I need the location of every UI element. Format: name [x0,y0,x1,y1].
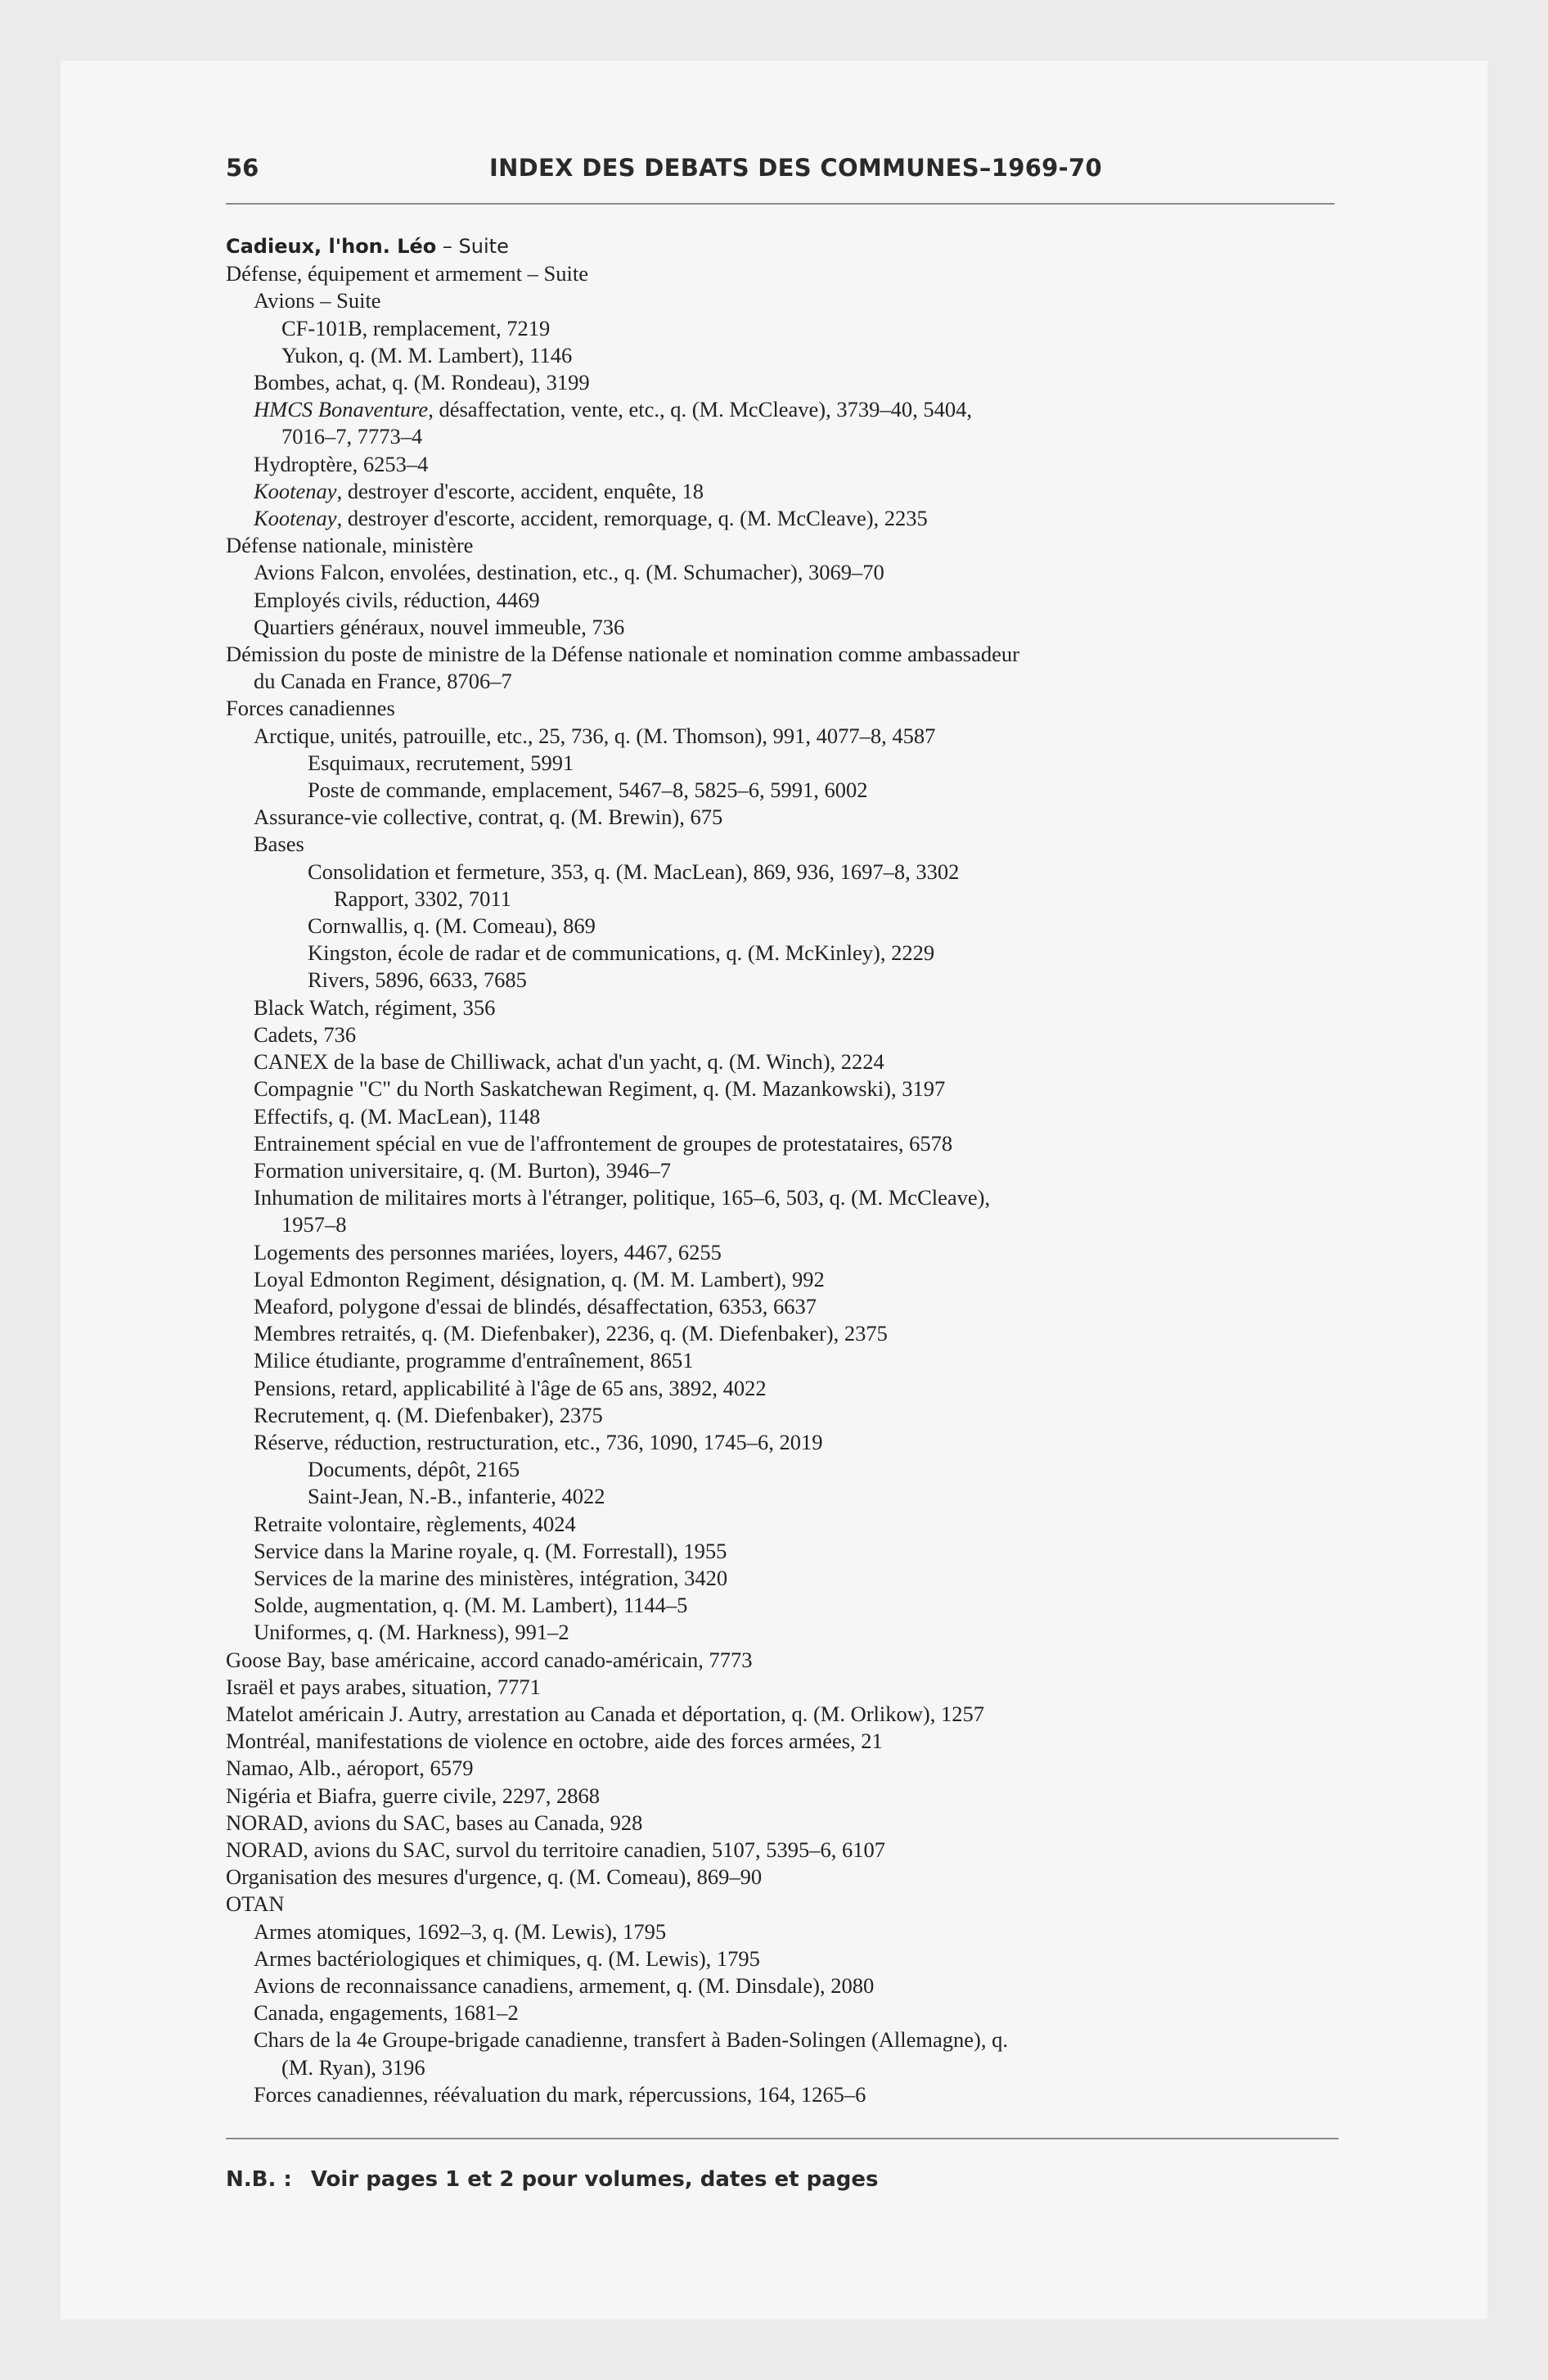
index-line-italic: Kootenay [254,478,337,503]
index-line-text: Forces canadiennes [226,696,395,721]
index-line-text: Cornwallis, q. (M. Comeau), 869 [308,913,596,939]
index-line-text: du Canada en France, 8706–7 [254,669,512,694]
index-line [226,1293,1355,1320]
index-line-text: Logements des personnes mariées, loyers, 4467, 6255 [254,1239,722,1264]
index-line [226,1810,1355,1837]
index-line [226,396,1355,423]
index-line-text: Inhumation de militaires morts à l'étranger, politique, 165–6, 503, q. (M. McCleave), [254,1185,991,1210]
index-line-text: Hydroptère, 6253–4 [254,451,429,476]
index-line-text: Rivers, 5896, 6633, 7685 [308,967,527,993]
index-line [226,641,1355,668]
index-line-text: Services de la marine des ministères, intégration, 3420 [254,1565,728,1590]
index-line-text: Retraite volontaire, règlements, 4024 [254,1511,576,1536]
index-line [226,1565,1355,1592]
index-line-text: Armes atomiques, 1692–3, q. (M. Lewis), 1795 [254,1918,667,1944]
index-line [226,1103,1355,1130]
footer-rule [226,2138,1339,2139]
index-line [226,1184,1355,1211]
index-line-italic: HMCS Bonaventure [254,397,429,422]
index-line [226,913,1355,940]
index-line [226,1755,1355,1782]
index-line-text: Arctique, unités, patrouille, etc., 25, 736, q. (M. Thomson), 991, 4077–8, 4587 [254,723,936,748]
index-line-text: Israël et pays arabes, situation, 7771 [226,1674,541,1699]
index-line [226,831,1355,858]
index-line [226,1157,1355,1184]
index-line [226,1075,1355,1102]
index-line [226,1483,1355,1510]
index-line [226,1211,1355,1238]
index-line [226,1918,1355,1945]
index-line-text: Cadets, 736 [254,1021,357,1047]
index-line-text: CF-101B, remplacement, 7219 [281,315,551,340]
index-line-text: OTAN [226,1891,285,1917]
index-line [226,1021,1355,1048]
index-line [226,1456,1355,1483]
page-header [226,154,1339,195]
index-line-text: Formation universitaire, q. (M. Burton), 3946–7 [254,1157,672,1183]
index-line-text: Milice étudiante, programme d'entraînement, 8651 [254,1348,694,1373]
index-line [226,1375,1355,1402]
index-line [226,505,1355,532]
index-line-text: Consolidation et fermeture, 353, q. (M. MacLean), 869, 936, 1697–8, 3302 [308,859,960,884]
index-line-text: , destroyer d'escorte, accident, remorquage, q. (M. McCleave), 2235 [336,506,928,531]
index-line [226,315,1355,342]
index-line-text: Avions de reconnaissance canadiens, armement, q. (M. Dinsdale), 2080 [254,1973,875,1998]
index-line-text: Matelot américain J. Autry, arrestation au Canada et déportation, q. (M. Orlikow), 1257 [226,1701,984,1726]
index-line-text: Service dans la Marine royale, q. (M. Forrestall), 1955 [254,1538,727,1563]
index-line [226,287,1355,314]
index-line-text: Meaford, polygone d'essai de blindés, désaffectation, 6353, 6637 [254,1293,817,1318]
index-line [226,1701,1355,1728]
index-line [226,1972,1355,1999]
index-content [226,232,1355,2108]
index-line-text: Esquimaux, recrutement, 5991 [308,750,574,775]
index-line [226,451,1355,478]
index-line [226,994,1355,1021]
page-title: INDEX DES DEBATS DES COMMUNES–1969-70 [489,154,1102,182]
index-line-text: Nigéria et Biafra, guerre civile, 2297, 2868 [226,1783,600,1808]
index-line [226,1048,1355,1075]
index-line-text: Démission du poste de ministre de la Défense nationale et nomination comme ambassadeur [226,642,1019,667]
index-line-text: Réserve, réduction, restructuration, etc., 736, 1090, 1745–6, 2019 [254,1429,823,1454]
index-line-text: , désaffectation, vente, etc., q. (M. McCleave), 3739–40, 5404, [428,397,972,422]
index-line [226,1347,1355,1374]
index-line-text: Organisation des mesures d'urgence, q. (M. Comeau), 869–90 [226,1864,763,1890]
index-line [226,1538,1355,1565]
index-line [226,804,1355,831]
index-line [226,1239,1355,1266]
index-line [226,695,1355,722]
index-line [226,886,1355,913]
index-line [226,1511,1355,1538]
index-line-text: Poste de commande, emplacement, 5467–8, 5825–6, 5991, 6002 [308,778,868,803]
index-line [226,2026,1355,2053]
index-line-text: NORAD, avions du SAC, bases au Canada, 928 [226,1810,643,1835]
index-line-text: Montréal, manifestations de violence en octobre, aide des forces armées, 21 [226,1729,883,1754]
index-line-text: Entrainement spécial en vue de l'affrontement de groupes de protestataires, 6578 [254,1130,953,1156]
index-line-text: Membres retraités, q. (M. Diefenbaker), 2236, q. (M. Diefenbaker), 2375 [254,1321,888,1346]
index-line-text: Yukon, q. (M. M. Lambert), 1146 [281,342,573,367]
index-line-text: 1957–8 [281,1212,347,1237]
index-line-text: Avions – Suite [254,288,381,313]
index-line [226,342,1355,369]
index-line [226,1728,1355,1755]
index-line-text: Défense nationale, ministère [226,533,474,558]
index-line-text: Bombes, achat, q. (M. Rondeau), 3199 [254,370,590,395]
index-line [226,1266,1355,1293]
index-line-text: Chars de la 4e Groupe-brigade canadienne, transfert à Baden-Solingen (Allemagne), q. [254,2027,1008,2053]
index-line [226,614,1355,641]
index-line-text: NORAD, avions du SAC, survol du territoire canadien, 5107, 5395–6, 6107 [226,1837,885,1862]
index-line-text: Armes bactériologiques et chimiques, q. (M. Lewis), 1795 [254,1945,760,1971]
index-line-text: Bases [254,832,304,857]
index-line [226,967,1355,994]
index-line [226,1130,1355,1157]
index-line [226,1945,1355,1972]
index-line-text: Solde, augmentation, q. (M. M. Lambert), 1144–5 [254,1593,688,1618]
index-line-text: Loyal Edmonton Regiment, désignation, q. (M. M. Lambert), 992 [254,1266,825,1291]
index-line [226,532,1355,559]
index-line-text: Kingston, école de radar et de communications, q. (M. McKinley), 2229 [308,940,935,966]
page-number: 56 [226,154,259,182]
index-line [226,668,1355,695]
index-line-text: CANEX de la base de Chilliwack, achat d'un yacht, q. (M. Winch), 2224 [254,1049,884,1075]
index-line-text: Avions Falcon, envolées, destination, etc., q. (M. Schumacher), 3069–70 [254,560,884,585]
index-line [226,2054,1355,2081]
index-line [226,1592,1355,1619]
index-line [226,1999,1355,2026]
index-line [226,2081,1355,2108]
index-line [226,1647,1355,1674]
index-line [226,1891,1355,1918]
index-line [226,1320,1355,1347]
index-line-text: Rapport, 3302, 7011 [334,886,511,911]
index-line-text: Défense, équipement et armement – Suite [226,261,588,286]
index-line [226,1837,1355,1864]
index-line-text: Compagnie "C" du North Saskatchewan Regiment, q. (M. Mazankowski), 3197 [254,1076,946,1102]
index-line-text: Uniformes, q. (M. Harkness), 991–2 [254,1620,569,1645]
index-line-text: Black Watch, régiment, 356 [254,994,496,1020]
index-line-italic: Kootenay [254,506,337,531]
index-line-text: Canada, engagements, 1681–2 [254,2000,519,2026]
index-line [226,777,1355,804]
index-line [226,1864,1355,1891]
index-line-text: Employés civils, réduction, 4469 [254,587,540,612]
entry-name: Cadieux, l'hon. Léo [226,235,437,258]
entry-suffix: – Suite [436,235,509,258]
index-line-text: (M. Ryan), 3196 [281,2054,425,2080]
index-line [226,1674,1355,1701]
index-line-text: Recrutement, q. (M. Diefenbaker), 2375 [254,1402,603,1427]
index-line-text: Forces canadiennes, réévaluation du mark, répercussions, 164, 1265–6 [254,2081,866,2107]
index-line-text: Effectifs, q. (M. MacLean), 1148 [254,1103,541,1129]
index-line-text: 7016–7, 7773–4 [281,424,423,449]
index-line [226,559,1355,586]
index-line [226,723,1355,750]
index-line [226,1783,1355,1810]
index-line [226,423,1355,450]
footer-nb-label: N.B. : [226,2167,292,2192]
index-line [226,478,1355,505]
index-line-text: Saint-Jean, N.-B., infanterie, 4022 [308,1484,605,1509]
index-line [226,750,1355,777]
index-line [226,1619,1355,1646]
index-line-text: Documents, dépôt, 2165 [308,1457,520,1482]
index-line [226,260,1355,287]
index-line-text: Pensions, retard, applicabilité à l'âge de 65 ans, 3892, 4022 [254,1375,767,1400]
index-line [226,859,1355,886]
index-line-text: , destroyer d'escorte, accident, enquête, 18 [336,478,704,503]
index-line [226,1402,1355,1429]
index-line [226,1429,1355,1456]
index-entry-heading [226,232,1355,260]
index-line-text: Assurance-vie collective, contrat, q. (M. Brewin), 675 [254,805,723,830]
index-line [226,940,1355,967]
index-line-text: Quartiers généraux, nouvel immeuble, 736 [254,614,625,639]
index-line-text: Goose Bay, base américaine, accord canado-américain, 7773 [226,1647,753,1672]
header-rule [226,203,1334,205]
index-line [226,369,1355,396]
index-line-text: Namao, Alb., aéroport, 6579 [226,1756,474,1781]
footer-note [226,2167,878,2192]
index-line [226,587,1355,614]
footer-text: Voir pages 1 et 2 pour volumes, dates et pages [310,2167,879,2192]
